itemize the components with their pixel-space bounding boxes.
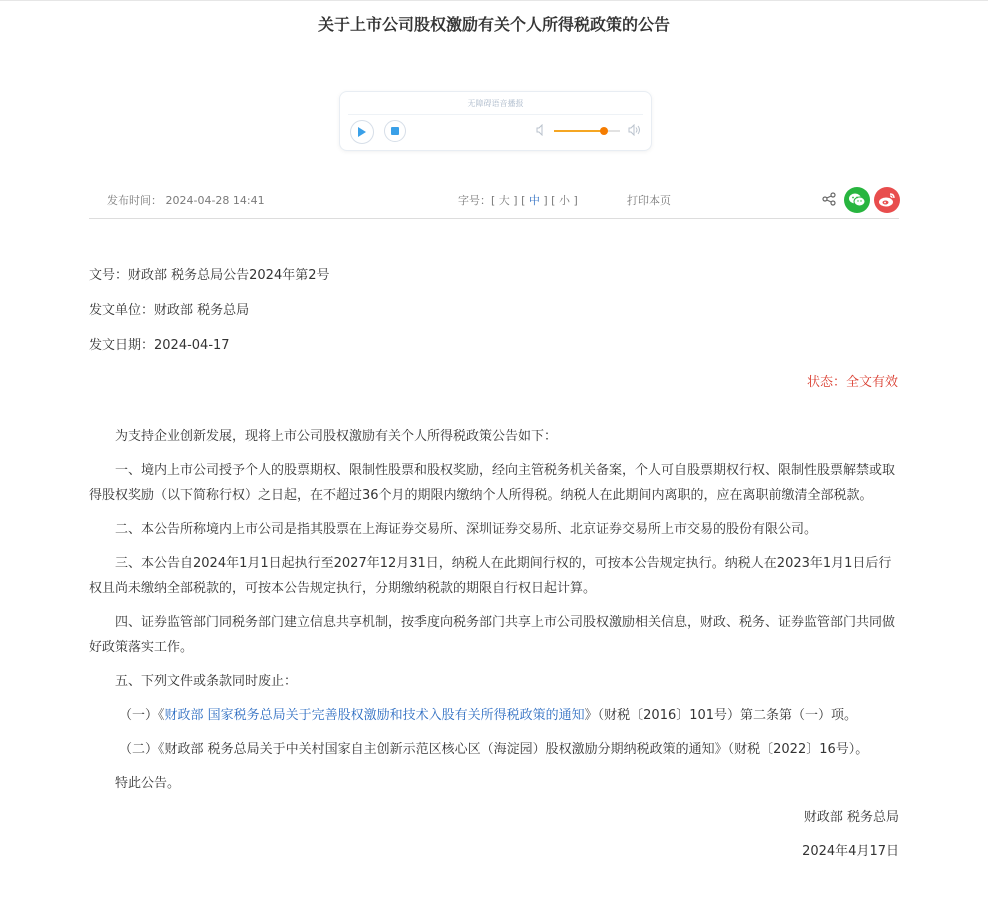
signature-org: 财政部 税务总局 — [803, 810, 899, 825]
status-label: 状态： — [806, 375, 846, 390]
font-size-medium[interactable]: 中 — [528, 194, 540, 207]
volume-fill — [554, 130, 604, 132]
meta-divider — [89, 218, 899, 219]
doc-number: 文号：财政部 税务总局公告2024年第2号 — [89, 268, 330, 283]
weibo-share-button[interactable] — [874, 187, 900, 213]
item1-prefix: （一）《 — [119, 708, 165, 723]
font-size-small[interactable]: 小 — [558, 194, 570, 207]
repealed-item-1 — [89, 703, 899, 728]
item1-suffix: 》（财税〔2016〕101号）第二条第（一）项。 — [584, 708, 858, 723]
doc-issuer: 发文单位：财政部 税务总局 — [89, 303, 250, 318]
status-badge — [807, 371, 898, 390]
publish-label: 发布时间： — [107, 194, 162, 207]
paragraph-1: 一、境内上市公司授予个人的股票期权、限制性股票和股权奖励，经向主管税务机关备案，个人可自股票期权行权、限制性股票解禁或取得股权奖励（以下简称行权）之日起，在不超过36个月的期限内缴纳个人所得税。纳税人在此期间内离职的，应在离职前缴清全部税款。 — [89, 463, 896, 503]
stop-icon — [391, 127, 399, 135]
play-icon — [357, 126, 367, 138]
top-divider — [0, 0, 988, 1]
closing: 特此公告。 — [115, 776, 181, 791]
player-caption: 无障碍语音播报 — [467, 99, 524, 108]
wechat-icon — [848, 192, 866, 208]
print-link[interactable]: 打印本页 — [627, 194, 671, 207]
font-size-large[interactable]: 大 — [498, 194, 510, 207]
font-size-control: 字号：[ 大 ] [ 中 ] [ 小 ] — [458, 194, 578, 207]
share-icon[interactable] — [822, 192, 836, 206]
repealed-doc-link[interactable]: 财政部 国家税务总局关于完善股权激励和技术入股有关所得税政策的通知 — [164, 708, 585, 723]
repealed-item-2: （二）《财政部 税务总局关于中关村国家自主创新示范区核心区（海淀园）股权激励分期纳税政策的通知》（财税〔2022〕16号）。 — [119, 742, 869, 757]
publish-time — [107, 192, 265, 208]
audio-player — [339, 91, 652, 151]
paragraph-4: 四、证券监管部门同税务部门建立信息共享机制，按季度向税务部门共享上市公司股权激励相关信息，财政、税务、证券监管部门共同做好政策落实工作。 — [89, 615, 896, 655]
weibo-icon — [878, 192, 896, 208]
player-divider — [348, 114, 643, 115]
status-value: 全文有效 — [845, 375, 898, 390]
volume-handle[interactable] — [600, 127, 608, 135]
play-button[interactable] — [350, 120, 374, 144]
publish-value: 2024-04-28 14:41 — [165, 194, 265, 207]
volume-high-icon[interactable] — [628, 124, 642, 136]
paragraph-intro: 为支持企业创新发展，现将上市公司股权激励有关个人所得税政策公告如下： — [115, 429, 558, 444]
signature-date: 2024年4月17日 — [802, 844, 899, 859]
volume-slider[interactable] — [554, 130, 620, 132]
page-title: 关于上市公司股权激励有关个人所得税政策的公告 — [317, 15, 670, 34]
paragraph-2: 二、本公告所称境内上市公司是指其股票在上海证券交易所、深圳证券交易所、北京证券交易所上市交易的股份有限公司。 — [115, 522, 818, 537]
doc-issue-date: 发文日期：2024-04-17 — [89, 338, 230, 353]
wechat-share-button[interactable] — [844, 187, 870, 213]
article-body — [89, 424, 899, 873]
paragraph-3: 三、本公告自2024年1月1日起执行至2027年12月31日，纳税人在此期间行权的，可按本公告规定执行。纳税人在2023年1月1日后行权且尚未缴纳全部税款的，可按本公告规定执行，分期缴纳税款的期限自行权日起计算。 — [89, 556, 892, 596]
stop-button[interactable] — [384, 120, 406, 142]
paragraph-5: 五、下列文件或条款同时废止： — [115, 674, 298, 689]
volume-low-icon[interactable] — [536, 124, 548, 136]
font-size-label: 字号： — [458, 194, 491, 207]
